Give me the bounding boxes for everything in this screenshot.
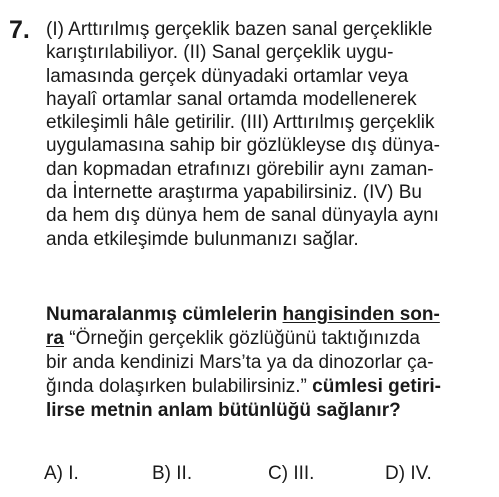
stem-quote-text: bir anda kendinizi Mars’ta ya da dinozorlar ça- [46, 352, 434, 373]
stem-bold-text: lirse metnin anlam bütünlüğü sağlanır? [46, 400, 401, 421]
passage-line: lamasında gerçek dünyadaki ortamlar veya [46, 65, 409, 87]
stem-line [46, 375, 491, 399]
stem-underlined-text: ra [46, 328, 64, 349]
stem-line [46, 303, 491, 327]
passage-line: (I) Arttırılmış gerçeklik bazen sanal gerçeklikle [46, 19, 433, 40]
question-stem [46, 303, 491, 423]
stem-bold-text: Numaralanmış cümlelerin [46, 304, 283, 325]
stem-underlined-text: hangisinden son- [282, 304, 440, 325]
stem-line [46, 351, 491, 375]
stem-line [46, 399, 491, 423]
passage-line: dan kopmadan etrafınızı görebilir aynı zaman- [46, 158, 434, 180]
option-d[interactable]: D) IV. [385, 463, 432, 484]
stem-quote-text: ğında dolaşırken bulabilirsiniz.” [46, 376, 313, 397]
passage-line: etkileşimli hâle getirilir. (III) Arttırılmış gerçeklik [46, 112, 435, 134]
passage-line: uygulamasına sahip bir gözlükleyse dış dünya- [46, 135, 440, 157]
passage-line: da İnternette araştırma yapabilirsiniz. (IV) Bu [46, 182, 422, 204]
passage-line: karıştırılabiliyor. (II) Sanal gerçeklik uygu- [46, 42, 394, 64]
answer-options [0, 461, 499, 487]
option-c[interactable]: C) III. [268, 463, 315, 484]
stem-line [46, 327, 491, 351]
passage-line: da hem dış dünya hem de sanal dünyayla aynı [46, 205, 439, 227]
option-a[interactable]: A) I. [44, 463, 79, 484]
stem-quote-text: “Örneğin gerçeklik gözlüğünü taktığınızda [63, 328, 420, 349]
option-b[interactable]: B) II. [152, 463, 193, 484]
passage-line: anda etkileşimde bulunmanızı sağlar. [46, 228, 359, 250]
passage-line: hayalî ortamlar sanal ortamda modellenerek [46, 88, 417, 110]
passage [46, 18, 491, 251]
question-number: 7. [9, 16, 30, 44]
stem-bold-text: cümlesi getiri- [312, 376, 441, 397]
